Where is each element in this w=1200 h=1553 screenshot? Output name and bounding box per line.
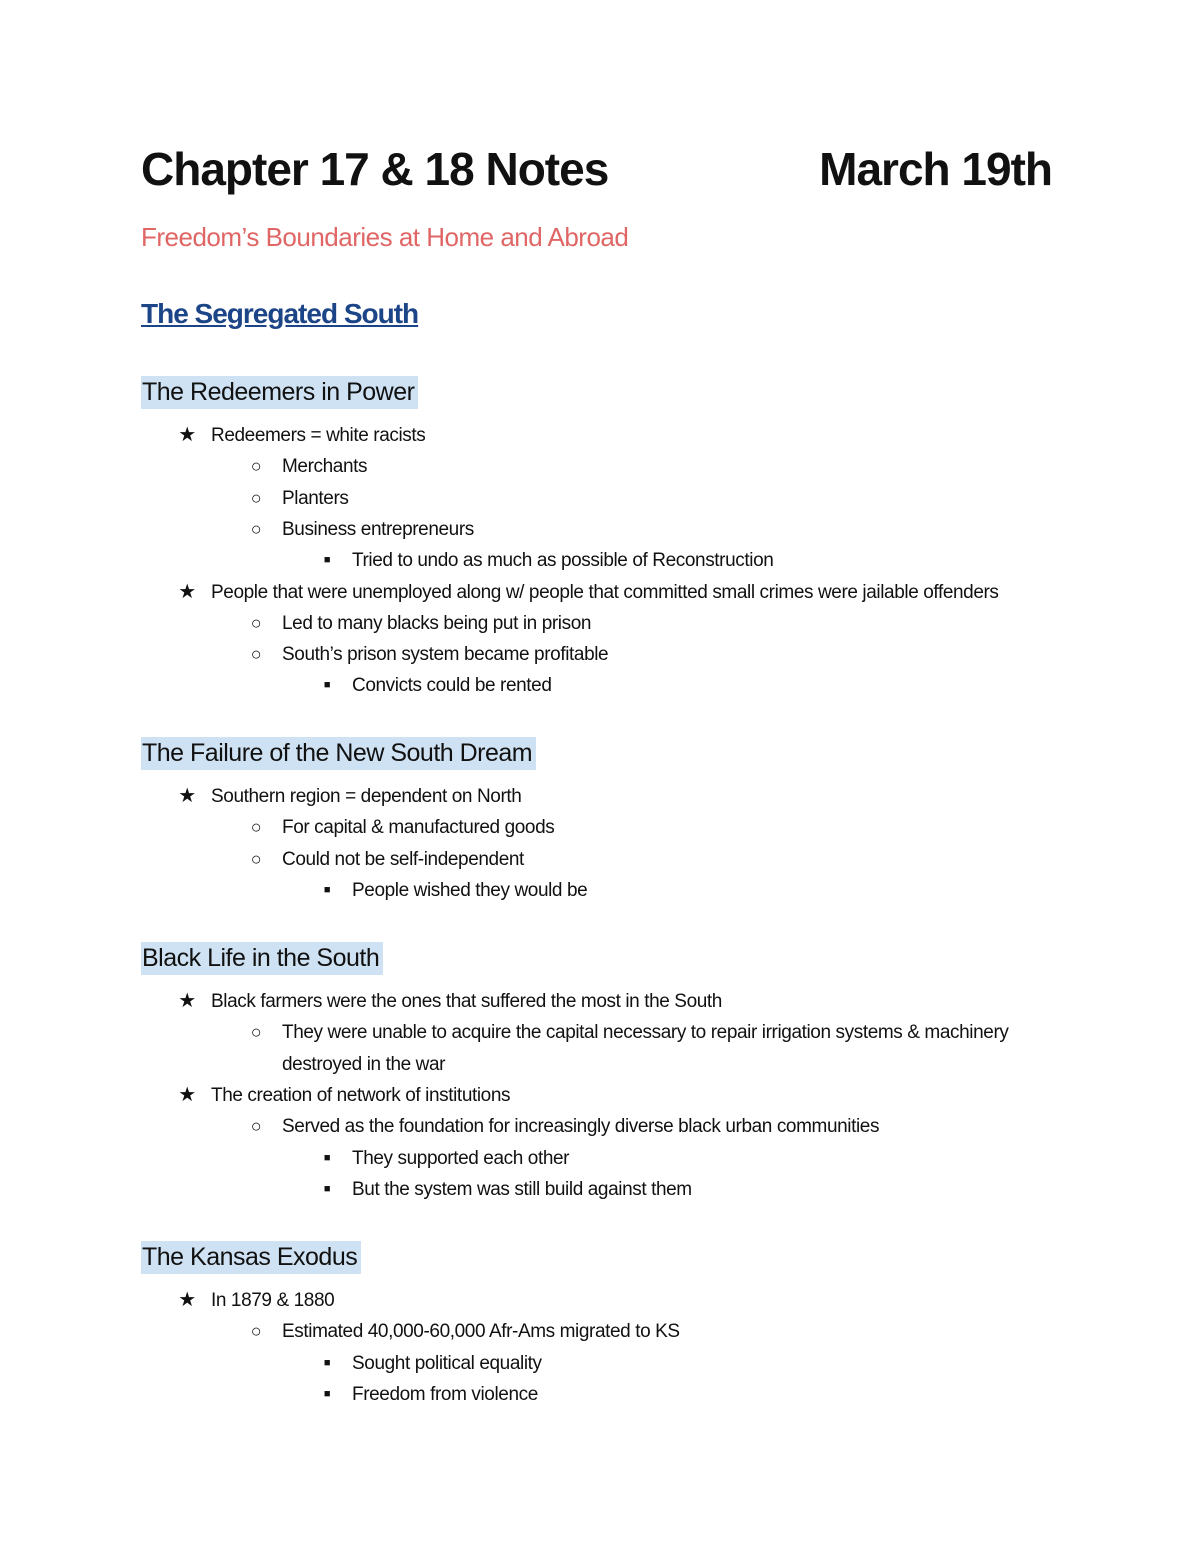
list-item: Southern region = dependent on North [211,786,522,807]
list-item: destroyed in the war [282,1053,446,1075]
star-bullet-icon: ★ [178,424,196,446]
square-bullet-icon: ■ [323,554,331,567]
square-bullet-icon: ■ [323,883,331,896]
star-bullet-icon: ★ [178,990,196,1012]
square-bullet-icon: ■ [323,679,331,692]
section-heading: Black Life in the South [141,942,383,975]
circle-bullet-icon: ○ [250,1116,262,1137]
list-item: Sought political equality [352,1352,542,1374]
circle-bullet-icon: ○ [250,644,262,665]
circle-bullet-icon: ○ [250,456,262,477]
star-bullet-icon: ★ [178,1083,196,1106]
star-bullet-icon: ★ [178,580,196,603]
page-title: Chapter 17 & 18 Notes [141,143,609,195]
list-item: South’s prison system became profitable [282,644,609,666]
list-item: People that were unemployed along w/ people that committed small crimes were jailable offenders [211,581,999,603]
section-heading: The Kansas Exodus [141,1241,361,1274]
star-bullet-icon: ★ [178,785,196,807]
list-item: Black farmers were the ones that suffered the most in the South [211,991,722,1012]
page-subtitle: Freedom’s Boundaries at Home and Abroad [141,222,629,252]
list-item: Business entrepreneurs [282,518,474,540]
list-item: Estimated 40,000-60,000 Afr-Ams migrated to KS [282,1321,680,1343]
section-heading: The Redeemers in Power [141,376,418,409]
square-bullet-icon: ■ [323,1356,331,1369]
circle-bullet-icon: ○ [250,1022,262,1043]
list-item: Redeemers = white racists [211,425,426,446]
circle-bullet-icon: ○ [250,612,262,633]
page-date: March 19th [819,143,1052,195]
square-bullet-icon: ■ [323,1151,331,1164]
circle-bullet-icon: ○ [250,848,262,869]
circle-bullet-icon: ○ [250,487,262,508]
list-item: Convicts could be rented [352,675,552,697]
section-title: The Segregated South [141,298,419,329]
section-heading: The Failure of the New South Dream [141,737,536,770]
list-item: Planters [282,487,349,509]
circle-bullet-icon: ○ [250,1321,262,1342]
list-item: In 1879 & 1880 [211,1290,335,1311]
list-item: Tried to undo as much as possible of Reconstruction [352,550,774,572]
list-item: Served as the foundation for increasingly diverse black urban communities [282,1116,880,1138]
list-item: But the system was still build against them [352,1178,692,1200]
square-bullet-icon: ■ [323,1182,331,1195]
list-item: The creation of network of institutions [211,1084,511,1106]
circle-bullet-icon: ○ [250,518,262,539]
list-item: Freedom from violence [352,1383,538,1405]
list-item: For capital & manufactured goods [282,817,555,839]
list-item: People wished they would be [352,879,588,901]
list-item: They supported each other [352,1147,570,1169]
list-item: They were unable to acquire the capital necessary to repair irrigation systems & machinery [282,1022,1009,1044]
circle-bullet-icon: ○ [250,817,262,838]
list-item: Merchants [282,456,368,478]
list-item: Could not be self-independent [282,848,524,870]
square-bullet-icon: ■ [323,1387,331,1400]
list-item: Led to many blacks being put in prison [282,612,592,634]
star-bullet-icon: ★ [178,1289,196,1311]
